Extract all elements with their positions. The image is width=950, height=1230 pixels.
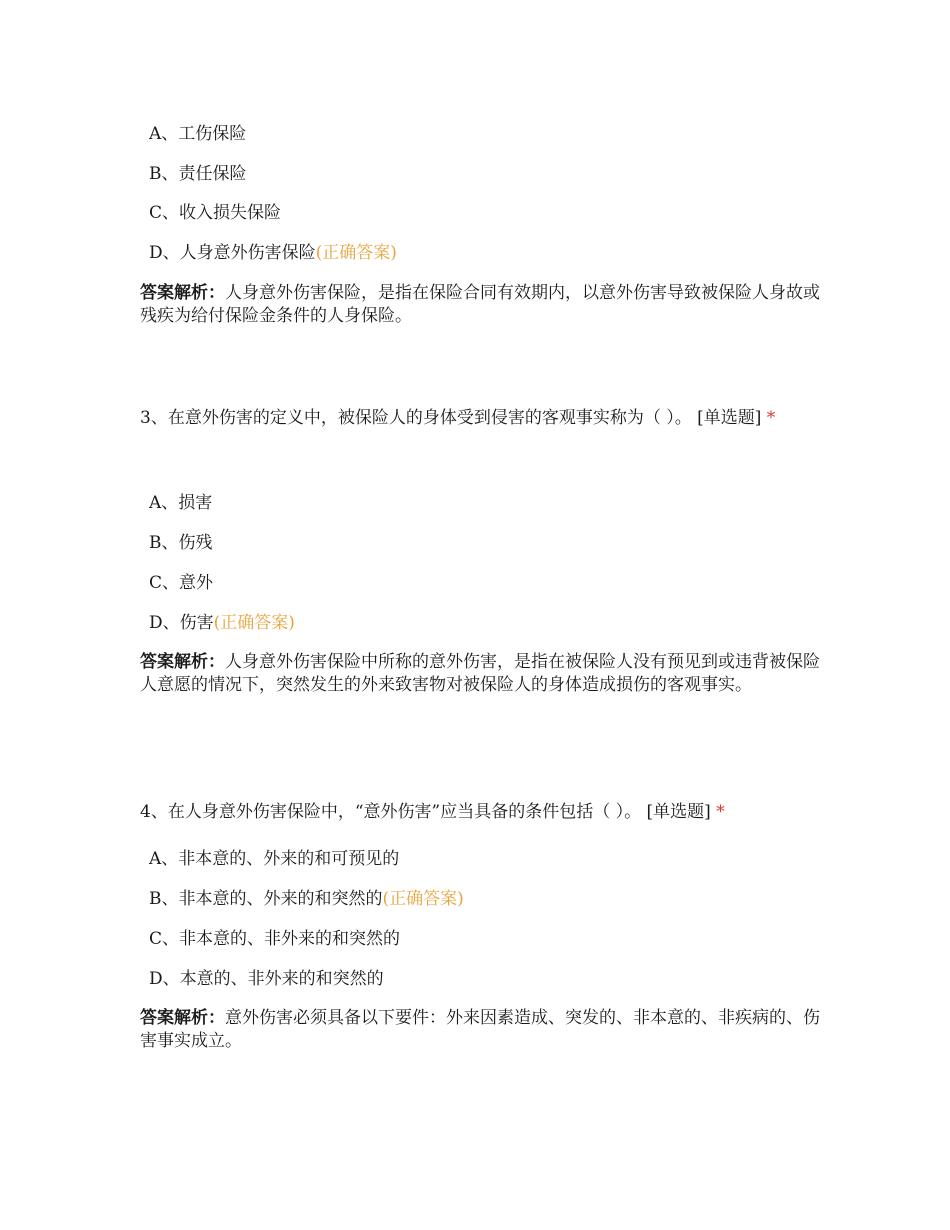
- q2-option-d-text: D、人身意外伤害保险: [149, 243, 316, 263]
- q3-question: [140, 399, 810, 437]
- q2-correct-answer-mark: (正确答案): [315, 243, 397, 263]
- q3-option-d-text: D、伤害: [149, 613, 214, 633]
- q4-option-c-text: C、非本意的、非外来的和突然的: [149, 929, 401, 949]
- q3-option-c: [149, 572, 213, 594]
- q4-option-a-text: A、非本意的、外来的和可预见的: [149, 849, 400, 869]
- q3-analysis: [140, 651, 820, 697]
- q2-option-b-text: B、责任保险: [149, 164, 247, 184]
- q3-analysis-label: 答案解析：: [140, 652, 225, 672]
- q4-option-a: [149, 848, 399, 870]
- q4-question-text: 4、在人身意外伤害保险中，“意外伤害”应当具备的条件包括（ ）。 [单选题]: [140, 802, 711, 822]
- q3-option-a: [149, 492, 212, 514]
- q3-question-text: 3、在意外伤害的定义中，被保险人的身体受到侵害的客观事实称为（ ）。 [单选题]: [140, 408, 762, 428]
- q4-analysis: [140, 1007, 820, 1053]
- q4-question: [140, 793, 810, 831]
- q3-option-d: [149, 612, 295, 634]
- q4-option-c: [149, 928, 400, 950]
- q4-option-b: [149, 888, 464, 910]
- q3-option-b: [149, 532, 213, 554]
- q2-option-b: [149, 163, 247, 185]
- q2-analysis-text: 人身意外伤害保险，是指在保险合同有效期内，以意外伤害导致被保险人身故或残疾为给付保险金条件的人身保险。: [140, 283, 820, 326]
- q2-analysis: [140, 282, 820, 328]
- q3-option-a-text: A、损害: [149, 493, 213, 513]
- q4-option-b-text: B、非本意的、外来的和突然的: [149, 889, 383, 909]
- q2-option-c-text: C、收入损失保险: [149, 203, 282, 223]
- q4-analysis-label: 答案解析：: [140, 1008, 225, 1028]
- q4-required-mark: *: [716, 802, 725, 822]
- q4-correct-answer-mark: (正确答案): [382, 889, 464, 909]
- q3-required-mark: *: [766, 408, 776, 428]
- q2-option-a-text: A、工伤保险: [149, 124, 247, 144]
- q4-option-d-text: D、本意的、非外来的和突然的: [149, 969, 384, 989]
- q2-option-c: [149, 202, 281, 224]
- q2-option-a: [149, 123, 246, 145]
- q4-option-d: [149, 968, 384, 990]
- q3-option-b-text: B、伤残: [149, 533, 213, 553]
- q3-correct-answer-mark: (正确答案): [213, 613, 295, 633]
- q3-option-c-text: C、意外: [149, 573, 214, 593]
- q4-analysis-text: 意外伤害必须具备以下要件：外来因素造成、突发的、非本意的、非疾病的、伤害事实成立。: [140, 1008, 820, 1051]
- q2-option-d: [149, 242, 397, 264]
- q2-analysis-label: 答案解析：: [140, 283, 225, 303]
- q3-analysis-text: 人身意外伤害保险中所称的意外伤害，是指在被保险人没有预见到或违背被保险人意愿的情况下，突然发生的外来致害物对被保险人的身体造成损伤的客观事实。: [140, 652, 820, 695]
